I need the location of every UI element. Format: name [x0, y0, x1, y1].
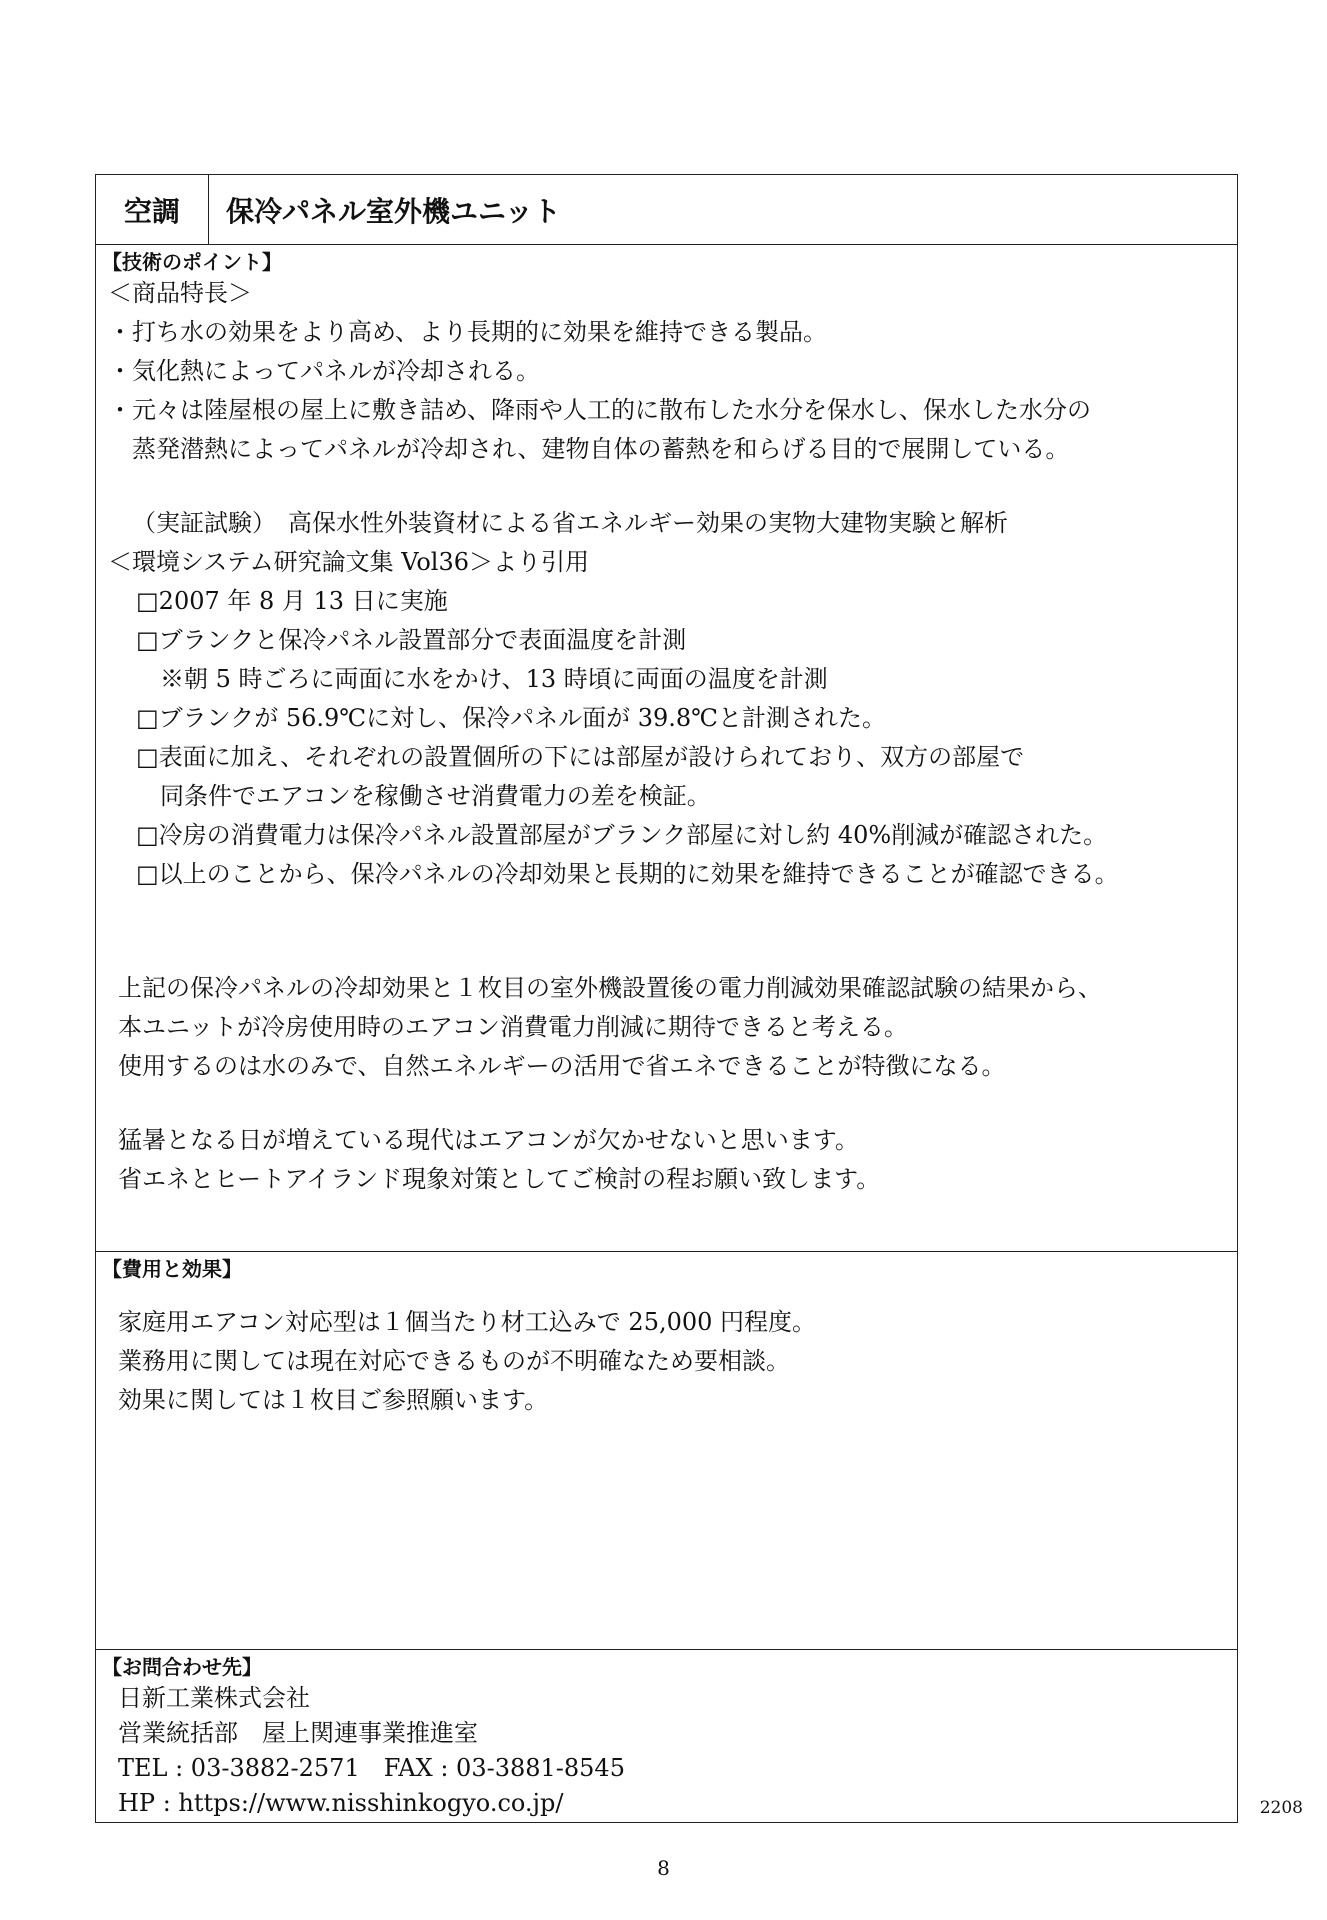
contact-heading: 【お問合わせ先】: [102, 1655, 262, 1679]
tech-line: （実証試験） 高保水性外装資材による省エネルギー効果の実物大建物実験と解析: [132, 509, 1008, 537]
document-title: 保冷パネル室外機ユニット: [226, 194, 561, 228]
page-number: 8: [657, 1856, 670, 1880]
tech-points-section: [96, 245, 1237, 1252]
tech-line: □表面に加え、それぞれの設置個所の下には部屋が設けられており、双方の部屋で: [136, 743, 1025, 771]
tech-line: 猛暑となる日が増えている現代はエアコンが欠かせないと思います。: [118, 1126, 859, 1154]
tech-points-heading: 【技術のポイント】: [102, 250, 282, 274]
tech-line: ・打ち水の効果をより高め、より長期的に効果を維持できる製品。: [108, 318, 828, 346]
title-row: [96, 175, 1237, 245]
contact-section: [96, 1650, 1237, 1822]
tech-line: □以上のことから、保冷パネルの冷却効果と長期的に効果を維持できることが確認できる。: [136, 860, 1119, 888]
tech-line: ・気化熱によってパネルが冷却される。: [108, 357, 540, 385]
tech-line: 使用するのは水のみで、自然エネルギーの活用で省エネできることが特徴になる。: [118, 1052, 1006, 1080]
tech-line: ・元々は陸屋根の屋上に敷き詰め、降雨や人工的に散布した水分を保水し、保水した水分の: [108, 396, 1092, 424]
tech-line: 省エネとヒートアイランド現象対策としてご検討の程お願い致します。: [118, 1165, 881, 1193]
tech-line: 本ユニットが冷房使用時のエアコン消費電力削減に期待できると考える。: [118, 1013, 908, 1041]
contact-line: HP : https://www.nisshinkogyo.co.jp/: [118, 1789, 564, 1817]
document-frame: [95, 174, 1238, 1823]
tech-line: ＜商品特長＞: [108, 279, 252, 307]
tech-line: □ブランクが 56.9℃に対し、保冷パネル面が 39.8℃と計測された。: [136, 704, 887, 732]
contact-line: 営業統括部 屋上関連事業推進室: [118, 1719, 478, 1747]
cost-line: 業務用に関しては現在対応できるものが不明確なため要相談。: [118, 1347, 790, 1375]
tech-line: ※朝 5 時ごろに両面に水をかけ、13 時頃に両面の温度を計測: [160, 665, 828, 693]
tech-line: 同条件でエアコンを稼働させ消費電力の差を検証。: [160, 782, 711, 810]
tech-line: 上記の保冷パネルの冷却効果と１枚目の室外機設置後の電力削減効果確認試験の結果から、: [118, 974, 1102, 1002]
tech-line: □冷房の消費電力は保冷パネル設置部屋がブランク部屋に対し約 40%削減が確認された。: [136, 821, 1108, 849]
cost-line: 家庭用エアコン対応型は１個当たり材工込みで 25,000 円程度。: [118, 1308, 817, 1336]
tech-line: 蒸発潜熱によってパネルが冷却され、建物自体の蓄熱を和らげる目的で展開している。: [132, 435, 1070, 463]
cost-effect-section: [96, 1252, 1237, 1650]
tech-line: □2007 年 8 月 13 日に実施: [136, 587, 448, 615]
category-label: 空調: [96, 175, 209, 244]
tech-line: ＜環境システム研究論文集 Vol36＞より引用: [108, 548, 590, 576]
tech-line: □ブランクと保冷パネル設置部分で表面温度を計測: [136, 626, 687, 654]
contact-line: 日新工業株式会社: [118, 1684, 310, 1712]
document-code: 2208: [1259, 1798, 1303, 1818]
contact-line: TEL : 03-3882-2571 FAX : 03-3881-8545: [118, 1754, 625, 1782]
cost-effect-heading: 【費用と効果】: [102, 1257, 242, 1281]
cost-line: 効果に関しては１枚目ご参照願います。: [118, 1386, 549, 1414]
